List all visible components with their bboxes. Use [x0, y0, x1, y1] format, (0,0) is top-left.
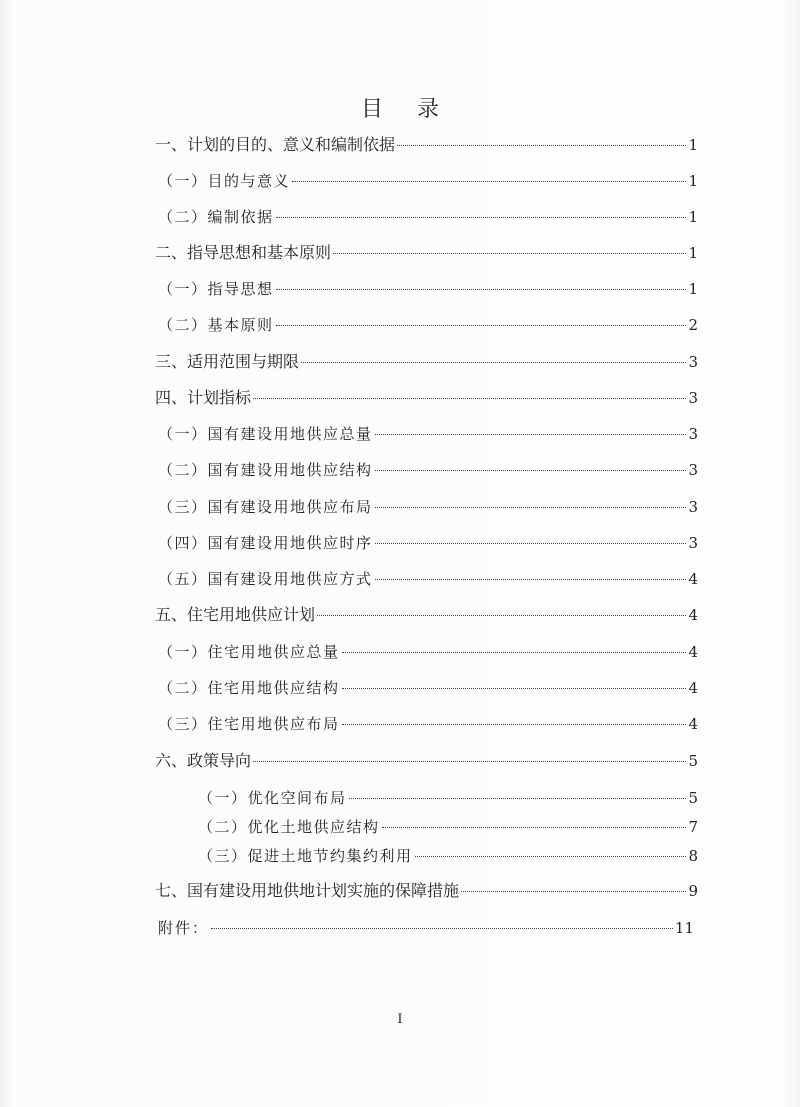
toc-entry-text: （二）优化土地供应结构: [198, 818, 380, 836]
toc-entry[interactable]: [155, 748, 698, 774]
toc-page-number: 1: [688, 172, 698, 190]
toc-entry-text: （二）基本原则: [158, 316, 274, 334]
toc-leader-dots: [276, 288, 687, 290]
toc-page-number: 5: [688, 789, 698, 807]
toc-entry[interactable]: [198, 843, 698, 869]
toc-leader-dots: [211, 927, 673, 929]
toc-page-number: 3: [688, 425, 698, 443]
toc-entry[interactable]: [158, 276, 698, 302]
toc-page-number: 3: [688, 534, 698, 552]
toc-leader-dots: [253, 397, 686, 399]
toc-leader-dots: [382, 826, 687, 828]
toc-page-number: 4: [688, 606, 698, 624]
toc-entry[interactable]: [158, 312, 698, 338]
toc-entry[interactable]: [198, 785, 698, 811]
toc-page-number: 9: [688, 882, 698, 900]
toc-title: 目录: [360, 97, 473, 122]
toc-entry[interactable]: [155, 240, 698, 266]
toc-page-number: 4: [688, 643, 698, 661]
toc-entry[interactable]: [158, 711, 698, 737]
toc-page-number: 3: [688, 498, 698, 516]
toc-entry-text: （一）住宅用地供应总量: [158, 643, 340, 661]
toc-leader-dots: [375, 542, 687, 544]
toc-entry-text: （一）国有建设用地供应总量: [158, 425, 373, 443]
toc-entry-text: （一）目的与意义: [158, 172, 291, 190]
toc-entry[interactable]: [158, 204, 698, 230]
toc-page-number: 3: [688, 461, 698, 479]
toc-entry-text: （二）编制依据: [158, 208, 274, 226]
toc-entry-text: 三、适用范围与期限: [155, 352, 300, 371]
toc-entry[interactable]: [158, 639, 698, 665]
toc-entry-text: 一、计划的目的、意义和编制依据: [155, 135, 396, 154]
toc-leader-dots: [375, 578, 687, 580]
toc-page-number: 4: [688, 570, 698, 588]
toc-entry[interactable]: [158, 675, 698, 701]
toc-leader-dots: [375, 433, 687, 435]
toc-page-number: 1: [688, 136, 698, 154]
toc-entry[interactable]: [155, 878, 698, 904]
toc-entry-text: （三）住宅用地供应布局: [158, 715, 340, 733]
toc-page-number: 1: [688, 208, 698, 226]
toc-page-number: 4: [688, 715, 698, 733]
toc-leader-dots: [342, 687, 687, 689]
toc-entry-text: （一）优化空间布局: [198, 789, 347, 807]
toc-entry-text: 二、指导思想和基本原则: [155, 243, 332, 262]
toc-entry-text: （一）指导思想: [158, 280, 274, 298]
toc-leader-dots: [397, 144, 686, 146]
toc-leader-dots: [276, 324, 687, 326]
toc-leader-dots: [375, 506, 687, 508]
toc-page-number: 5: [688, 752, 698, 770]
toc-entry[interactable]: [155, 385, 698, 411]
toc-entry-text: 五、住宅用地供应计划: [155, 605, 316, 624]
toc-entry-text: 七、国有建设用地供地计划实施的保障措施: [155, 881, 460, 900]
toc-entry-text: 附件：: [158, 919, 210, 937]
toc-entry-text: （二）住宅用地供应结构: [158, 679, 340, 697]
toc-entry[interactable]: [155, 349, 698, 375]
toc-entry[interactable]: [198, 814, 698, 840]
toc-entry-text: （二）国有建设用地供应结构: [158, 461, 373, 479]
toc-leader-dots: [333, 252, 686, 254]
toc-page-number: 1: [688, 244, 698, 262]
toc-leader-dots: [415, 855, 687, 857]
toc-page-number: 7: [688, 818, 698, 836]
toc-leader-dots: [276, 216, 687, 218]
toc-leader-dots: [375, 469, 687, 471]
toc-entry[interactable]: [158, 566, 698, 592]
toc-entry[interactable]: [155, 132, 698, 158]
toc-page-number: 1: [688, 280, 698, 298]
toc-page-number: 2: [688, 316, 698, 334]
toc-entry-text: （四）国有建设用地供应时序: [158, 534, 373, 552]
toc-page-number: 4: [688, 679, 698, 697]
page-folio: I: [397, 1012, 403, 1027]
toc-leader-dots: [253, 760, 686, 762]
toc-leader-dots: [292, 180, 686, 182]
toc-entry[interactable]: [158, 457, 698, 483]
toc-entry-text: （三）国有建设用地供应布局: [158, 498, 373, 516]
toc-entry[interactable]: [158, 915, 694, 941]
toc-entry[interactable]: [158, 168, 698, 194]
toc-entry-text: 六、政策导向: [155, 751, 252, 770]
toc-entry[interactable]: [158, 421, 698, 447]
toc-entry[interactable]: [155, 602, 698, 628]
toc-entry[interactable]: [158, 494, 698, 520]
toc-page-number: 11: [674, 919, 694, 937]
toc-entry-text: （五）国有建设用地供应方式: [158, 570, 373, 588]
toc-entry-text: （三）促进土地节约集约利用: [198, 847, 413, 865]
toc-leader-dots: [317, 614, 686, 616]
toc-leader-dots: [342, 651, 687, 653]
toc-leader-dots: [301, 361, 686, 363]
toc-leader-dots: [461, 890, 686, 892]
toc-entry-text: 四、计划指标: [155, 388, 252, 407]
toc-page-number: 3: [688, 353, 698, 371]
toc-page-number: 3: [688, 389, 698, 407]
toc-entry[interactable]: [158, 530, 698, 556]
toc-page-number: 8: [688, 847, 698, 865]
toc-leader-dots: [342, 723, 687, 725]
toc-leader-dots: [349, 797, 687, 799]
